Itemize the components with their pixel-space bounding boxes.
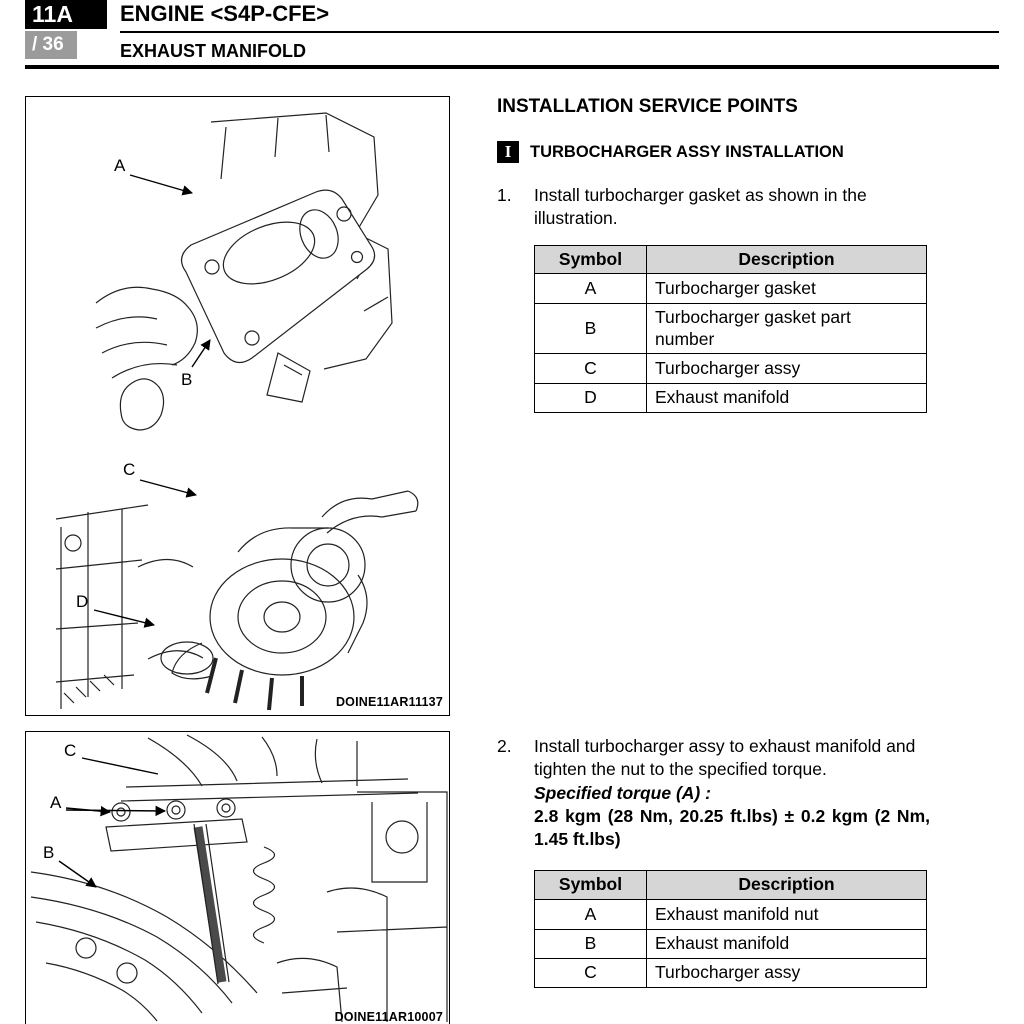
table-cell-description: Turbocharger gasket xyxy=(647,274,927,303)
table-cell-description: Turbocharger assy xyxy=(647,958,927,987)
step-text: Install turbocharger gasket as shown in the illustration. xyxy=(534,185,867,229)
table-header-symbol: Symbol xyxy=(535,871,647,900)
figure-label-a: A xyxy=(50,793,62,812)
page-heading: INSTALLATION SERVICE POINTS xyxy=(497,96,798,117)
procedure-heading xyxy=(497,141,930,163)
step-text-body: Install turbocharger assy to exhaust manifold and tighten the nut to the specified torque. xyxy=(534,736,916,780)
table-cell-symbol: A xyxy=(535,274,647,303)
figure-label-c: C xyxy=(64,741,77,760)
step-number: 2. xyxy=(497,736,512,757)
table-cell-description: Exhaust manifold nut xyxy=(647,900,927,929)
title-block xyxy=(120,0,999,62)
figure-label-d: D xyxy=(76,592,89,611)
page-header xyxy=(25,0,999,62)
table-row xyxy=(535,303,927,354)
procedure-title: TURBOCHARGER ASSY INSTALLATION xyxy=(530,142,844,161)
table-cell-symbol: B xyxy=(535,929,647,958)
header-divider-bar xyxy=(25,65,999,69)
table-cell-symbol: B xyxy=(535,303,647,354)
engine-line-art xyxy=(26,97,449,715)
chapter-title: ENGINE <S4P-CFE> xyxy=(120,1,330,26)
header-codes xyxy=(25,0,120,59)
section-title: EXHAUST MANIFOLD xyxy=(120,41,306,61)
torque-value: 2.8 kgm (28 Nm, 20.25 ft.lbs) ± 0.2 kgm (2 Nm, 1.45 ft.lbs) xyxy=(534,805,930,850)
table-row xyxy=(535,274,927,303)
title-divider xyxy=(120,31,999,33)
figure-exhaust-manifold-nuts xyxy=(25,731,450,1024)
table-cell-description: Turbocharger gasket part number xyxy=(647,303,927,354)
figure-label-b: B xyxy=(181,370,193,389)
step-text xyxy=(534,735,930,851)
figure-turbocharger-gasket xyxy=(25,96,450,716)
table-row xyxy=(535,354,927,383)
figure-label-a: A xyxy=(114,156,126,175)
symbol-table-1 xyxy=(534,245,927,414)
step-1 xyxy=(497,184,930,231)
table-row xyxy=(535,383,927,412)
step-number: 1. xyxy=(497,185,512,205)
torque-label: Specified torque (A) : xyxy=(534,782,711,803)
figures-column xyxy=(25,96,450,1024)
table-row xyxy=(535,900,927,929)
figure-label-b: B xyxy=(43,843,55,862)
table-cell-symbol: C xyxy=(535,354,647,383)
table-cell-symbol: D xyxy=(535,383,647,412)
table-cell-symbol: C xyxy=(535,958,647,987)
figure-label-c: C xyxy=(123,460,136,479)
table-cell-symbol: A xyxy=(535,900,647,929)
table-header-description: Description xyxy=(647,871,927,900)
table-cell-description: Exhaust manifold xyxy=(647,383,927,412)
engine-line-art xyxy=(26,732,449,1024)
table-header-row xyxy=(535,871,927,900)
step-2 xyxy=(497,735,930,851)
page-content xyxy=(25,96,999,1024)
table-row xyxy=(535,929,927,958)
table-header-description: Description xyxy=(647,245,927,274)
section-letter-icon: I xyxy=(497,141,519,163)
figure-caption: DOINE11AR10007 xyxy=(334,1010,443,1024)
figure-caption: DOINE11AR11137 xyxy=(335,695,443,709)
text-column xyxy=(497,96,930,1024)
page-number: / 36 xyxy=(25,31,77,59)
table-cell-description: Exhaust manifold xyxy=(647,929,927,958)
table-row xyxy=(535,958,927,987)
section-code: 11A xyxy=(25,0,107,29)
table-header-symbol: Symbol xyxy=(535,245,647,274)
table-cell-description: Turbocharger assy xyxy=(647,354,927,383)
symbol-table-2 xyxy=(534,870,927,988)
table-header-row xyxy=(535,245,927,274)
